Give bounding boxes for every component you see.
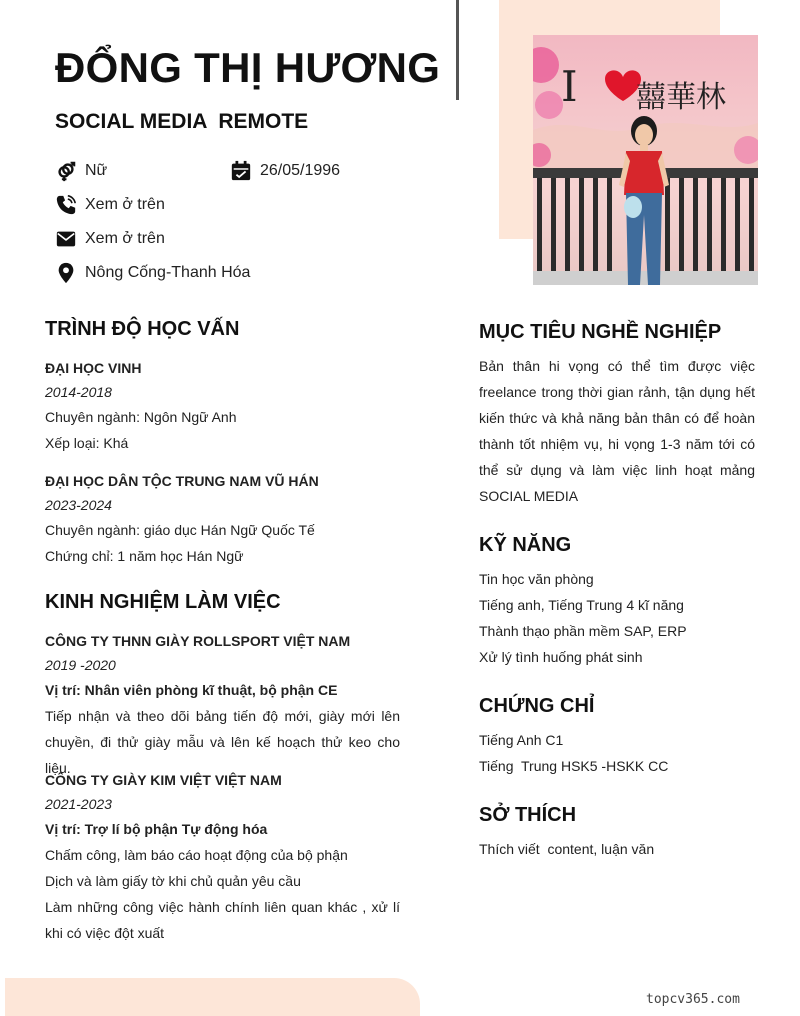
info-gender: [55, 160, 107, 182]
birthday-value: 26/05/1996: [260, 162, 341, 179]
certificate-item: Tiếng Trung HSK5 -HSKK CC: [479, 758, 669, 774]
address-value: Nông Cống-Thanh Hóa: [85, 264, 251, 281]
skill-item: Tin học văn phòng: [479, 571, 594, 587]
calendar-icon: [230, 160, 252, 182]
experience-years: 2021-2023: [45, 796, 112, 812]
gender-icon: [55, 160, 77, 182]
location-pin-icon: [55, 262, 77, 284]
phone-value: Xem ở trên: [85, 196, 165, 213]
experience-description: Tiếp nhận và theo dõi bảng tiến độ mới, giày mới lên chuyền, đi thử giày mẫu và lên kế hoạch thử keo cho liệu.: [45, 708, 400, 776]
education-years: 2023-2024: [45, 497, 112, 513]
skills-title: KỸ NĂNG: [479, 534, 572, 556]
objective-text: Bản thân hi vọng có thể tìm được việc freelance trong thời gian rảnh, tận dụng hết kiến thức và khả năng bản thân có để hoàn thành tốt nhiệm vụ, hi vọng 1-3 năm tới có thể sử dụng và làm việc linh hoạt mảng SOCIAL MEDIA: [479, 358, 755, 504]
gender-value: Nữ: [85, 162, 108, 179]
hobbies-title: SỞ THÍCH: [479, 804, 577, 826]
experience-position: Vị trí: Nhân viên phòng kĩ thuật, bộ phận CE: [45, 682, 338, 698]
skill-item: Tiếng anh, Tiếng Trung 4 kĩ năng: [479, 597, 684, 613]
info-email: [55, 228, 165, 250]
info-phone: [55, 194, 165, 216]
objective-title: MỤC TIÊU NGHỀ NGHIỆP: [479, 321, 722, 343]
envelope-icon: [55, 228, 77, 250]
profile-photo: [533, 35, 758, 285]
phone-icon: [55, 194, 77, 216]
hobbies-text: Thích viết content, luận văn: [479, 841, 655, 857]
education-detail: Chứng chỉ: 1 năm học Hán Ngữ: [45, 548, 244, 564]
education-detail: Chuyên ngành: giáo dục Hán Ngữ Quốc Tế: [45, 522, 315, 538]
education-school: ĐẠI HỌC VINH: [45, 360, 142, 376]
experience-description: Làm những công việc hành chính liên quan khác , xử lí khi có việc đột xuất: [45, 899, 400, 941]
education-detail: Xếp loại: Khá: [45, 435, 129, 451]
education-years: 2014-2018: [45, 384, 112, 400]
footer-site: topcv365.com: [646, 992, 740, 1007]
education-title: TRÌNH ĐỘ HỌC VẤN: [45, 318, 240, 340]
education-detail: Chuyên ngành: Ngôn Ngữ Anh: [45, 409, 237, 425]
info-address: [55, 262, 250, 284]
education-school: ĐẠI HỌC DÂN TỘC TRUNG NAM VŨ HÁN: [45, 473, 319, 489]
decor-peach-footer: [5, 978, 420, 1016]
experience-task: Chấm công, làm báo cáo hoạt động của bộ phận: [45, 847, 348, 863]
certificates-title: CHỨNG CHỈ: [479, 695, 595, 717]
experience-company: CÔNG TY THNN GIÀY ROLLSPORT VIỆT NAM: [45, 633, 351, 649]
skill-item: Thành thạo phần mềm SAP, ERP: [479, 623, 687, 639]
experience-position: Vị trí: Trợ lí bộ phận Tự động hóa: [45, 821, 268, 837]
candidate-role: SOCIAL MEDIA REMOTE: [55, 110, 309, 133]
candidate-name: ĐỔNG THỊ HƯƠNG: [55, 44, 441, 91]
skill-item: Xử lý tình huống phát sinh: [479, 649, 643, 665]
experience-company: CÔNG TY GIÀY KIM VIỆT VIỆT NAM: [45, 772, 282, 788]
banner-chars: 囍華林: [636, 80, 726, 115]
email-value: Xem ở trên: [85, 230, 165, 247]
decor-vertical-line: [456, 0, 459, 100]
info-birthday: [230, 160, 340, 182]
certificate-item: Tiếng Anh C1: [479, 732, 564, 748]
experience-title: KINH NGHIỆM LÀM VIỆC: [45, 591, 281, 613]
experience-years: 2019 -2020: [45, 657, 116, 673]
banner-letter: I: [561, 62, 578, 111]
experience-task: Dịch và làm giấy tờ khi chủ quản yêu cầu: [45, 873, 301, 889]
